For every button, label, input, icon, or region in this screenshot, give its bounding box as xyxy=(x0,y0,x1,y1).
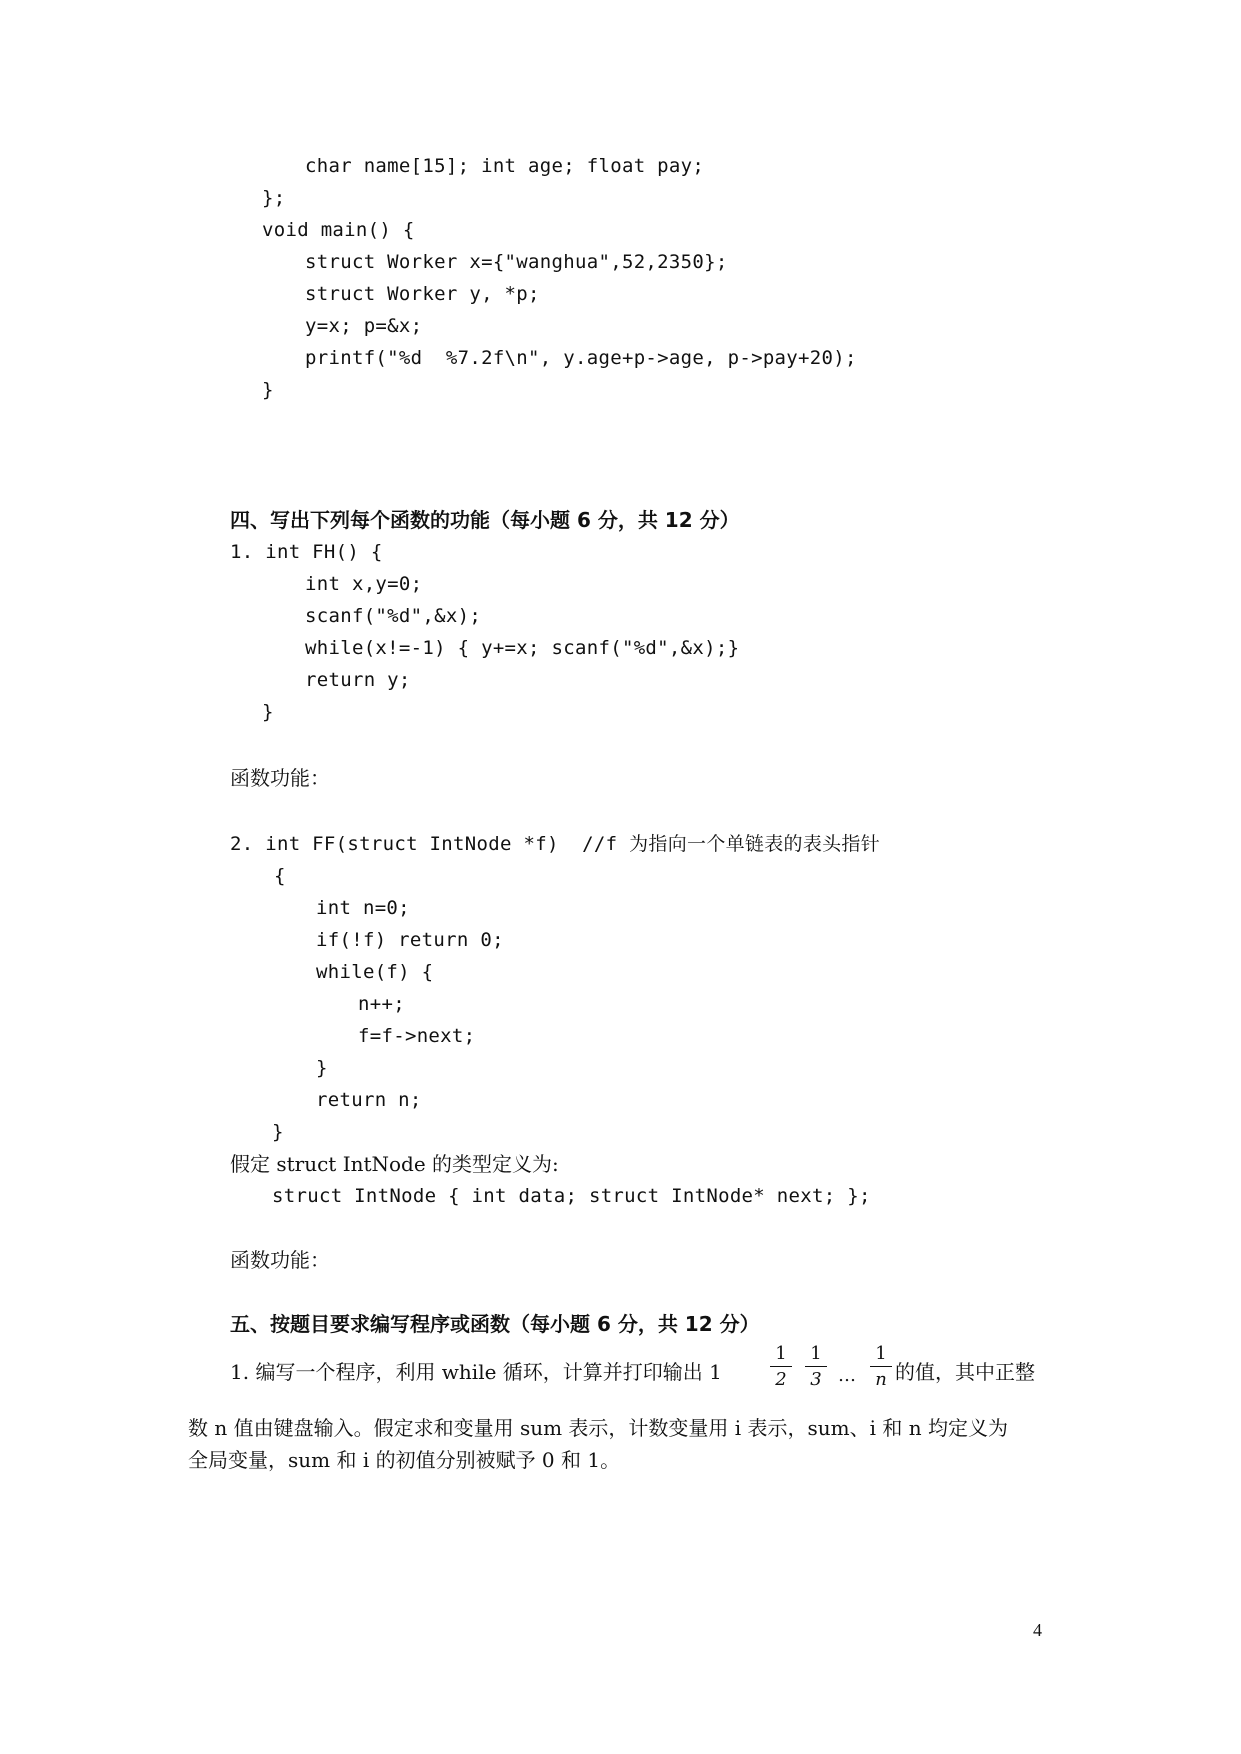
code-line: return n; xyxy=(316,1089,422,1111)
answer-label: 函数功能： xyxy=(230,1248,330,1272)
fraction-numerator: 1 xyxy=(805,1342,827,1367)
code-line: }; xyxy=(262,187,286,209)
code-line: } xyxy=(262,379,274,401)
section4-heading: 四、写出下列每个函数的功能（每小题 6 分，共 12 分） xyxy=(230,508,740,532)
code-line: struct Worker x={"wanghua",52,2350}; xyxy=(305,251,728,273)
code-line: char name[15]; int age; float pay; xyxy=(305,155,705,177)
type-definition-note: 假定 struct IntNode 的类型定义为: xyxy=(230,1152,559,1176)
code-line: printf("%d %7.2f\n", y.age+p->age, p->pay+20); xyxy=(305,347,857,369)
code-line: while(x!=-1) { y+=x; scanf("%d",&x);} xyxy=(305,637,740,659)
section5-heading: 五、按题目要求编写程序或函数（每小题 6 分，共 12 分） xyxy=(230,1312,760,1336)
fraction-denominator: n xyxy=(875,1369,887,1390)
question-text: 全局变量，sum 和 i 的初值分别被赋予 0 和 1。 xyxy=(188,1448,621,1472)
code-line: while(f) { xyxy=(316,961,434,983)
fraction-numerator: 1 xyxy=(870,1342,892,1367)
fraction xyxy=(870,1342,892,1391)
fraction-numerator: 1 xyxy=(770,1342,792,1367)
code-line: scanf("%d",&x); xyxy=(305,605,482,627)
page-number: 4 xyxy=(1033,1620,1042,1640)
code-line: void main() { xyxy=(262,219,415,241)
fraction xyxy=(770,1342,792,1391)
fraction-denominator: 2 xyxy=(775,1369,787,1390)
code-line: int n=0; xyxy=(316,897,410,919)
code-line: return y; xyxy=(305,669,411,691)
code-line: int x,y=0; xyxy=(305,573,423,595)
ellipsis: … xyxy=(838,1365,856,1386)
code-line: } xyxy=(272,1121,284,1143)
code-line: 2. int FF(struct IntNode *f) //f 为指向一个单链表的表头指针 xyxy=(230,833,881,855)
fraction-denominator: 3 xyxy=(810,1369,822,1390)
question-text: 数 n 值由键盘输入。假定求和变量用 sum 表示，计数变量用 i 表示，sum、i 和 n 均定义为 xyxy=(188,1416,1008,1440)
code-line: n++; xyxy=(358,993,405,1015)
code-line: 1. int FH() { xyxy=(230,541,383,563)
question-text: 的值，其中正整 xyxy=(895,1360,1035,1384)
code-line: if(!f) return 0; xyxy=(316,929,504,951)
code-line: y=x; p=&x; xyxy=(305,315,423,337)
answer-label: 函数功能： xyxy=(230,766,330,790)
code-line: } xyxy=(262,701,274,723)
fraction xyxy=(805,1342,827,1391)
code-line: struct Worker y, *p; xyxy=(305,283,540,305)
struct-definition: struct IntNode { int data; struct IntNode* next; }; xyxy=(272,1185,871,1207)
code-line: } xyxy=(316,1057,328,1079)
question-text: 1. 编写一个程序，利用 while 循环，计算并打印输出 1 xyxy=(230,1360,722,1384)
code-line: { xyxy=(274,865,286,887)
code-line: f=f->next; xyxy=(358,1025,476,1047)
